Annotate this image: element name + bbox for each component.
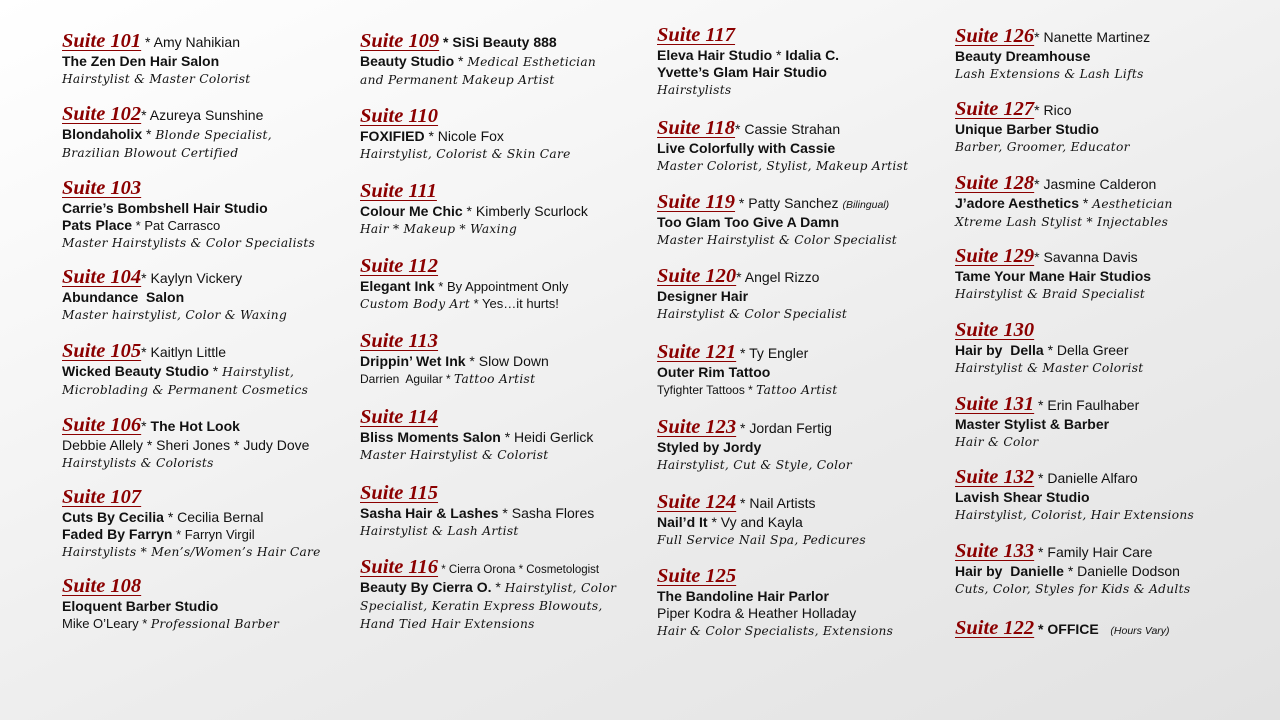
business-name: Outer Rim Tattoo [657,364,771,380]
business-name: Abundance Salon [62,289,185,305]
suite-detail-line [657,605,957,622]
suite-entry [657,416,957,474]
suite-number: Suite 131 [955,393,1035,415]
suite-number: Suite 118 [657,117,736,139]
suite-detail-line [360,579,660,597]
suite-number: Suite 112 [360,255,439,277]
suite-remark: (Hours Vary) [1098,625,1170,637]
business-name: Drippin’ Wet Ink [360,353,466,369]
suite-detail-line [360,53,660,71]
services-text: Hairstylist & Master Colorist [62,72,251,86]
suite-entry [657,24,957,99]
suite-detail-line [360,145,660,163]
suite-detail-line [62,70,362,88]
business-name: Styled by Jordy [657,439,762,455]
detail-text: * Cecilia Bernal [163,509,264,525]
detail-text: * [1078,195,1093,211]
suite-detail-line [62,289,362,306]
suite-entry [62,414,362,472]
suite-detail-line [955,489,1255,506]
suite-remark: (Bilingual) [842,199,890,211]
suite-occupant: * Jasmine Calderon [1034,176,1157,192]
suite-entry [62,266,362,324]
services-text: Hairstylists & Colorists [62,456,214,470]
detail-text: * Farryn Virgil [172,527,255,542]
suite-number: Suite 125 [657,565,737,587]
detail-text: * [454,53,468,69]
services-text: Custom Body Art [360,297,470,311]
suite-occupant: * Kaitlyn Little [141,344,226,360]
suite-occupant: * Cierra Orona * Cosmetologist [438,564,600,576]
suite-number: Suite 121 [657,341,737,363]
business-name: Hair by Della [955,342,1044,358]
business-name: Idalia C. [785,47,840,63]
business-name: Live Colorfully with Cassie [657,140,836,156]
detail-text: * Vy and Kayla [707,514,803,530]
detail-text: * [208,363,223,379]
detail-text: * Danielle Dodson [1063,563,1180,579]
suite-entry [955,393,1255,451]
suite-entry [360,30,660,89]
services-text: Brazilian Blowout Certified [62,146,239,160]
suite-business: The Hot Look [150,418,240,434]
suite-detail-line [360,220,660,238]
detail-text: * Heidi Gerlick [500,429,594,445]
suite-entry [360,482,660,540]
suite-detail-line [657,140,957,157]
services-text: Master Hairstylists & Color Specialists [62,236,316,250]
suite-detail-line [657,231,957,249]
suite-occupant: * Azureya Sunshine [141,107,264,123]
detail-text: * By Appointment Only [434,279,569,294]
suite-entry [955,319,1255,377]
suite-detail-line [360,505,660,522]
suite-detail-line [657,531,957,549]
detail-text: * [772,47,786,63]
services-text: Blonde Specialist, [155,128,272,142]
business-name: The Zen Den Hair Salon [62,53,220,69]
suite-occupant: * [141,418,151,434]
services-text: Master Colorist, Stylist, Makeup Artist [657,159,909,173]
suite-entry [360,180,660,238]
services-text: Hairstylists * Men’s/Women’s Hair Care [62,545,321,559]
suite-detail-line [62,598,362,615]
suite-detail-line [955,563,1255,580]
business-name: Unique Barber Studio [955,121,1099,137]
suite-occupant: * Amy Nahikian [141,34,240,50]
business-name: Lavish Shear Studio [955,489,1090,505]
suite-detail-line [657,47,957,64]
services-text: Tattoo Artist [756,383,838,397]
suite-detail-line [955,121,1255,138]
suite-occupant: * Jordan Fertig [736,420,832,436]
suite-number: Suite 111 [360,180,437,202]
suite-entry [360,406,660,464]
suite-number: Suite 104 [62,266,142,288]
suite-entry [62,340,362,399]
services-text: Microblading & Permanent Cosmetics [62,383,309,397]
suite-detail-line [360,615,660,633]
suite-detail-line [360,370,660,388]
suite-detail-line [360,128,660,145]
suite-detail-line [62,200,362,217]
detail-text: * [491,579,505,595]
suite-detail-line [360,278,660,295]
detail-text: * Slow Down [465,353,549,369]
detail-text: Debbie Allely * Sheri Jones * Judy Dove [62,437,310,453]
business-name: Beauty Dreamhouse [955,48,1091,64]
suite-detail-line [955,138,1255,156]
business-name: Pats Place [62,217,133,233]
suite-detail-line [657,588,957,605]
business-name: Yvette’s Glam Hair Studio [657,64,827,80]
suite-detail-line [657,288,957,305]
suite-number: Suite 105 [62,340,142,362]
suite-number: Suite 113 [360,330,439,352]
suite-entry [62,486,362,561]
business-name: Eleva Hair Studio [657,47,773,63]
services-text: Tattoo Artist [454,372,536,386]
services-text: Hairstylist & Master Colorist [955,361,1144,375]
suite-entry [955,617,1255,640]
suite-detail-line [657,456,957,474]
business-name: Cuts By Cecilia [62,509,164,525]
business-name: Too Glam Too Give A Damn [657,214,840,230]
services-text: Master Hairstylist & Colorist [360,448,549,462]
services-text: Hairstylists [657,83,732,97]
services-text: Barber, Groomer, Educator [955,140,1130,154]
suite-detail-line [62,126,362,144]
suite-detail-line [955,213,1255,231]
business-name: FOXIFIED [360,128,425,144]
suite-entry [657,265,957,323]
suite-number: Suite 126 [955,25,1035,47]
suite-number: Suite 128 [955,172,1035,194]
business-name: Elegant Ink [360,278,435,294]
suite-detail-line [360,71,660,89]
suite-detail-line [360,597,660,615]
services-text: Hair & Color [955,435,1039,449]
suite-detail-line [62,217,362,234]
services-text: Hairstylist & Color Specialist [657,307,848,321]
detail-text: Darrien Aguilar * [360,372,455,386]
business-name: Beauty Studio [360,53,455,69]
suite-detail-line [62,381,362,399]
suite-detail-line [657,622,957,640]
suite-number: Suite 107 [62,486,142,508]
suite-entry [62,575,362,633]
services-text: Medical Esthetician [467,55,597,69]
services-text: Cuts, Color, Styles for Kids & Adults [955,582,1191,596]
suite-detail-line [62,543,362,561]
suite-number: Suite 109 [360,30,440,52]
suite-occupant: * Patty Sanchez [735,195,843,211]
suite-occupant: * Rico [1034,102,1072,118]
suite-detail-line [657,439,957,456]
suite-number: Suite 108 [62,575,142,597]
services-text: Hand Tied Hair Extensions [360,617,535,631]
suite-occupant: * Cassie Strahan [735,121,841,137]
suite-detail-line [62,234,362,252]
suite-occupant: * Erin Faulhaber [1034,397,1140,413]
suite-detail-line [955,580,1255,598]
suite-number: Suite 102 [62,103,142,125]
services-text: Hairstylist, Cut & Style, Color [657,458,853,472]
suite-entry [360,105,660,163]
suite-entry [955,245,1255,303]
suite-occupant: * Angel Rizzo [736,269,820,285]
business-name: Nail’d It [657,514,708,530]
suite-occupant: * Ty Engler [736,345,809,361]
services-text: and Permanent Makeup Artist [360,73,555,87]
services-text: Hairstylist, [222,365,295,379]
suite-detail-line [955,342,1255,359]
services-text: Xtreme Lash Stylist * Injectables [955,215,1169,229]
suite-number: Suite 117 [657,24,736,46]
suite-detail-line [955,48,1255,65]
services-text: Hairstylist, Colorist & Skin Care [360,147,571,161]
services-text: Professional Barber [150,617,280,631]
suite-number: Suite 101 [62,30,142,52]
suite-occupant: * Savanna Davis [1034,249,1138,265]
suite-number: Suite 120 [657,265,737,287]
suite-number: Suite 124 [657,491,737,513]
business-name: J’adore Aesthetics [955,195,1079,211]
suite-detail-line [955,285,1255,303]
suite-number: Suite 133 [955,540,1035,562]
suite-detail-line [62,53,362,70]
suite-entry [360,255,660,313]
suite-detail-line [657,364,957,381]
suite-detail-line [360,295,660,313]
business-name: Wicked Beauty Studio [62,363,209,379]
suite-number: Suite 132 [955,466,1035,488]
services-text: Full Service Nail Spa, Pedicures [657,533,866,547]
business-name: Bliss Moments Salon [360,429,501,445]
suite-occupant: * Nanette Martinez [1034,29,1151,45]
suite-entry [62,177,362,252]
suite-number: Suite 123 [657,416,737,438]
suite-detail-line [62,526,362,543]
business-name: Blondaholix [62,126,143,142]
services-text: Master Hairstylist & Color Specialist [657,233,898,247]
suite-detail-line [657,514,957,531]
suite-entry [657,191,957,249]
suite-detail-line [62,615,362,633]
suite-detail-line [360,446,660,464]
suite-detail-line [62,363,362,381]
detail-text: * Pat Carrasco [132,218,221,233]
detail-text: Mike O’Leary * [62,616,151,631]
suite-detail-line [955,416,1255,433]
detail-text: * Yes…it hurts! [469,296,559,311]
suite-detail-line [657,64,957,81]
business-name: Faded By Farryn [62,526,173,542]
suite-occupant: * Nail Artists [736,495,816,511]
suite-detail-line [657,305,957,323]
suite-number: Suite 110 [360,105,439,127]
suite-entry [657,341,957,399]
services-text: Lash Extensions & Lash Lifts [955,67,1144,81]
services-text: Hairstylist & Braid Specialist [955,287,1146,301]
suite-entry [955,98,1255,156]
suite-occupant: * OFFICE [1034,621,1099,637]
services-text: Hairstylist, Colorist, Hair Extensions [955,508,1195,522]
suite-detail-line [657,381,957,399]
detail-text: * [142,126,156,142]
business-name: Colour Me Chic [360,203,463,219]
business-name: Eloquent Barber Studio [62,598,219,614]
suite-entry [955,540,1255,598]
suite-detail-line [62,306,362,324]
suite-occupant: * Kaylyn Vickery [141,270,243,286]
suite-number: Suite 106 [62,414,142,436]
suite-occupant: * Family Hair Care [1034,544,1153,560]
suite-detail-line [657,214,957,231]
suite-occupant: * Danielle Alfaro [1034,470,1138,486]
suite-entry [657,491,957,549]
business-name: Designer Hair [657,288,749,304]
suite-entry [657,117,957,175]
suite-detail-line [62,454,362,472]
suite-entry [955,172,1255,231]
suite-entry [955,466,1255,524]
suite-detail-line [955,195,1255,213]
business-name: Hair by Danielle [955,563,1064,579]
suite-entry [62,30,362,88]
suite-detail-line [955,65,1255,83]
suite-detail-line [955,506,1255,524]
suite-entry [360,330,660,388]
suite-detail-line [62,509,362,526]
suite-entry [657,565,957,640]
suite-detail-line [360,429,660,446]
suite-detail-line [657,157,957,175]
services-text: Master hairstylist, Color & Waxing [62,308,288,322]
detail-text: * Nicole Fox [424,128,504,144]
suite-detail-line [62,437,362,454]
suite-detail-line [955,268,1255,285]
services-text: Aesthetician [1092,197,1173,211]
suite-detail-line [955,433,1255,451]
suite-number: Suite 127 [955,98,1035,120]
suite-detail-line [657,81,957,99]
suite-number: Suite 114 [360,406,439,428]
suite-entry [360,556,660,633]
services-text: Hairstylist, Color [504,581,617,595]
business-name: Carrie’s Bombshell Hair Studio [62,200,268,216]
suite-occupant: * SiSi Beauty 888 [439,34,557,50]
services-text: Hair * Makeup * Waxing [360,222,518,236]
suite-entry [955,25,1255,83]
services-text: Specialist, Keratin Express Blowouts, [360,599,603,613]
business-name: Tame Your Mane Hair Studios [955,268,1152,284]
business-name: Sasha Hair & Lashes [360,505,499,521]
suite-number: Suite 129 [955,245,1035,267]
services-text: Hairstylist & Lash Artist [360,524,519,538]
suite-detail-line [360,203,660,220]
detail-text: Piper Kodra & Heather Holladay [657,605,857,621]
suite-detail-line [360,522,660,540]
suite-number: Suite 130 [955,319,1035,341]
suite-number: Suite 115 [360,482,439,504]
business-name: Beauty By Cierra O. [360,579,492,595]
suite-number: Suite 119 [657,191,736,213]
suite-number: Suite 116 [360,556,439,578]
detail-text: * Sasha Flores [498,505,595,521]
detail-text: * Kimberly Scurlock [462,203,588,219]
suite-detail-line [360,353,660,370]
services-text: Hair & Color Specialists, Extensions [657,624,894,638]
suite-entry [62,103,362,162]
detail-text: * Della Greer [1043,342,1129,358]
detail-text: Tyfighter Tattoos * [657,383,757,397]
suite-number: Suite 103 [62,177,142,199]
suite-detail-line [62,144,362,162]
suite-detail-line [955,359,1255,377]
suite-number: Suite 122 [955,617,1035,639]
business-name: The Bandoline Hair Parlor [657,588,829,604]
business-name: Master Stylist & Barber [955,416,1110,432]
